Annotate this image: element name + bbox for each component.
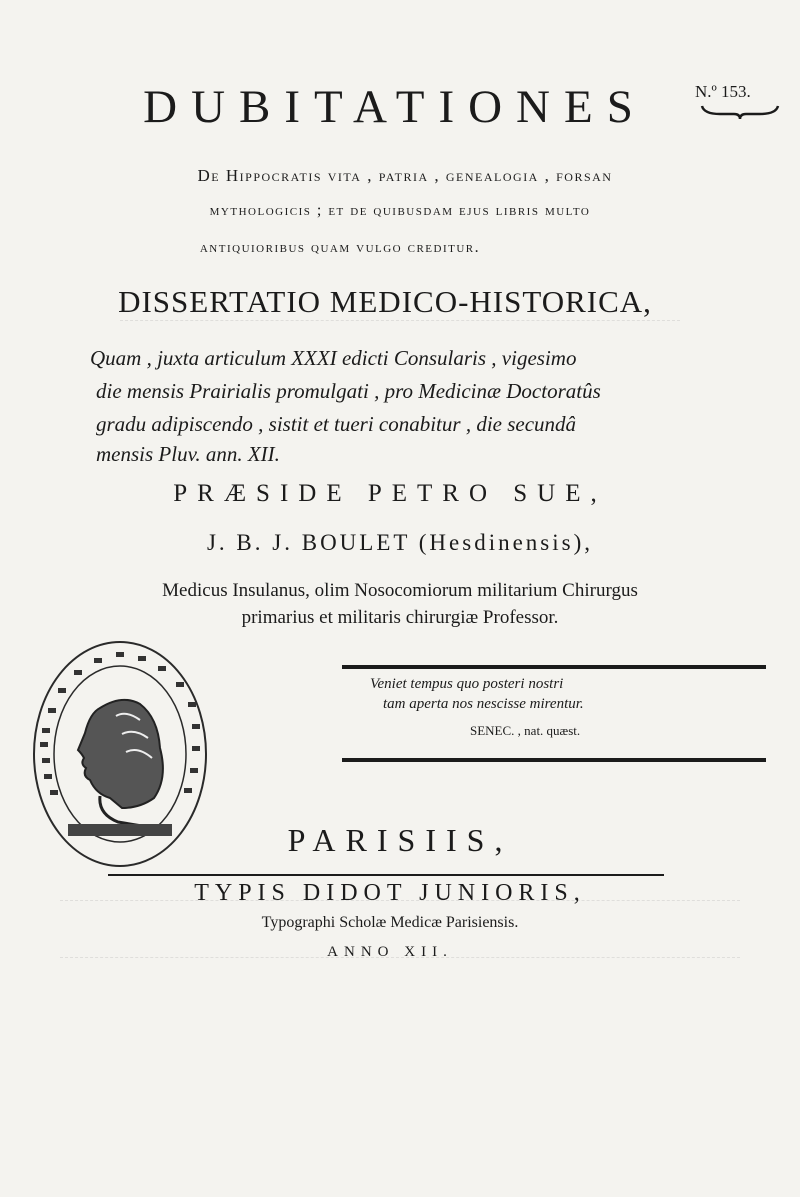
brace-icon bbox=[700, 104, 780, 120]
imprint-rule bbox=[108, 874, 664, 876]
praeses-line: PRÆSIDE PETRO SUE, bbox=[173, 480, 607, 507]
dissertation-heading: DISSERTATIO MEDICO-HISTORICA, bbox=[118, 284, 652, 319]
subtitle-line-3: antiquioribus quam vulgo creditur. bbox=[199, 239, 481, 256]
epigraph-line-1: Veniet tempus quo posteri nostri bbox=[370, 676, 564, 692]
imprint-city: PARISIIS, bbox=[287, 822, 513, 858]
imprint-printer: TYPIS DIDOT JUNIORIS, bbox=[194, 880, 586, 906]
author-description-line-2: primarius et militaris chirurgiæ Professor. bbox=[241, 607, 559, 628]
imprint-year: ANNO XII. bbox=[327, 944, 453, 960]
dissertation-description-line-3: gradu adipiscendo , sistit et tueri conabitur , die secundâ bbox=[96, 412, 577, 436]
imprint-typographer: Typographi Scholæ Medicæ Parisiensis. bbox=[261, 914, 519, 931]
epigraph-top-rule bbox=[342, 665, 766, 669]
epigraph-bottom-rule bbox=[342, 758, 766, 762]
shelf-mark: N.º 153. bbox=[695, 82, 751, 101]
epigraph-line-2: tam aperta nos nescisse mirentur. bbox=[383, 696, 584, 712]
dissertation-description-line-2: die mensis Prairialis promulgati , pro Medicinæ Doctoratûs bbox=[96, 379, 601, 403]
dissertation-description-line-4: mensis Pluv. ann. XII. bbox=[96, 442, 280, 466]
subtitle-line-2: mythologicis ; et de quibusdam ejus libris multo bbox=[209, 202, 591, 219]
epigraph-source: SENEC. , nat. quæst. bbox=[470, 723, 581, 738]
author-name: J. B. J. BOULET (Hesdinensis), bbox=[206, 530, 593, 555]
main-title: DUBITATIONES bbox=[143, 81, 647, 133]
author-description-line-1: Medicus Insulanus, olim Nosocomiorum militarium Chirurgus bbox=[162, 580, 638, 601]
subtitle-line-1: De Hippocratis vita , patria , genealogia , forsan bbox=[197, 166, 613, 185]
dissertation-description-line-1: Quam , juxta articulum XXXI edicti Consularis , vigesimo bbox=[90, 346, 577, 370]
